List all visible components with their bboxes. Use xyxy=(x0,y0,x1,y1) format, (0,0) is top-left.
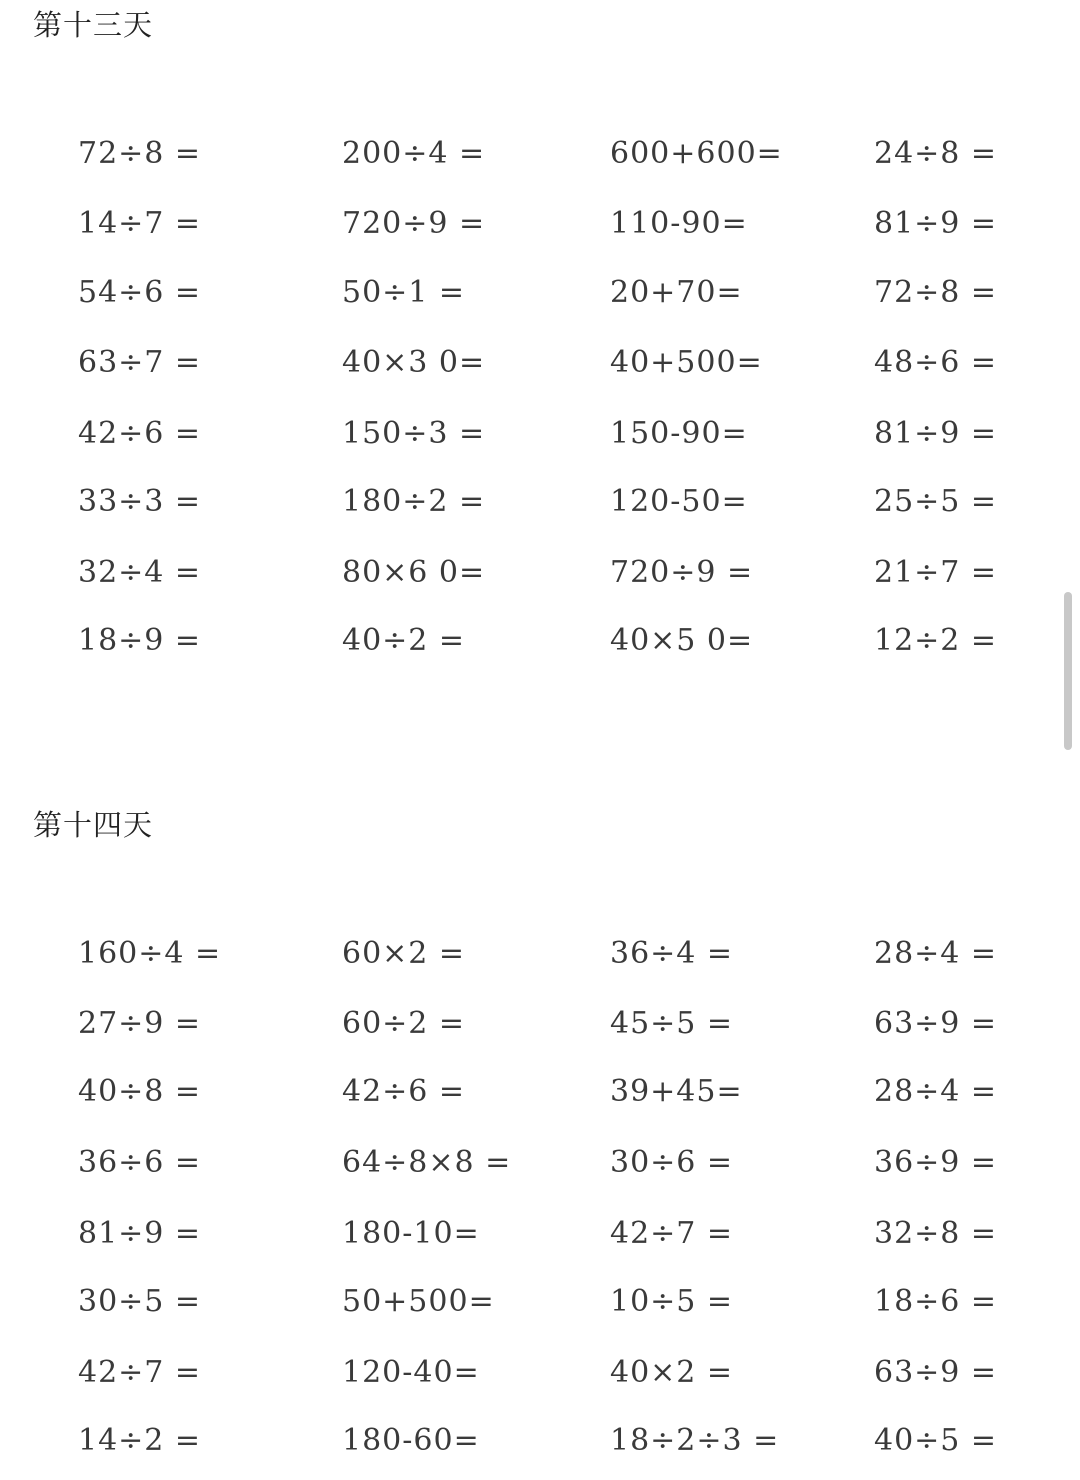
problem-item: 50+500= xyxy=(342,1284,495,1319)
problem-item: 120-50= xyxy=(610,484,748,519)
problem-item: 80×6 0= xyxy=(342,555,486,590)
problem-item: 12÷2 = xyxy=(874,623,998,658)
problem-item: 32÷4 = xyxy=(78,555,202,590)
problem-item: 20+70= xyxy=(610,275,743,310)
day-13-title: 第十三天 xyxy=(33,8,154,42)
problem-item: 600+600= xyxy=(610,136,783,171)
problem-item: 200÷4 = xyxy=(342,136,486,171)
problem-item: 39+45= xyxy=(610,1074,743,1109)
problem-item: 36÷6 = xyxy=(78,1145,202,1180)
problem-item: 14÷2 = xyxy=(78,1423,202,1458)
problem-item: 14÷7 = xyxy=(78,206,202,241)
problem-item: 42÷7 = xyxy=(78,1355,202,1390)
problem-item: 180-60= xyxy=(342,1423,480,1458)
problem-item: 25÷5 = xyxy=(874,484,998,519)
problem-item: 21÷7 = xyxy=(874,555,998,590)
problem-item: 72÷8 = xyxy=(874,275,998,310)
problem-item: 54÷6 = xyxy=(78,275,202,310)
problem-item: 42÷6 = xyxy=(78,416,202,451)
problem-item: 40+500= xyxy=(610,345,763,380)
problem-item: 40÷8 = xyxy=(78,1074,202,1109)
problem-item: 60÷2 = xyxy=(342,1006,466,1041)
problem-item: 30÷6 = xyxy=(610,1145,734,1180)
problem-item: 32÷8 = xyxy=(874,1216,998,1251)
problem-item: 18÷6 = xyxy=(874,1284,998,1319)
problem-item: 120-40= xyxy=(342,1355,480,1390)
problem-item: 40×3 0= xyxy=(342,345,486,380)
problem-item: 40÷5 = xyxy=(874,1423,998,1458)
problem-item: 42÷7 = xyxy=(610,1216,734,1251)
problem-item: 180÷2 = xyxy=(342,484,486,519)
problem-item: 45÷5 = xyxy=(610,1006,734,1041)
problem-item: 63÷9 = xyxy=(874,1355,998,1390)
problem-item: 150-90= xyxy=(610,416,748,451)
problem-item: 36÷4 = xyxy=(610,936,734,971)
problem-item: 30÷5 = xyxy=(78,1284,202,1319)
problem-item: 72÷8 = xyxy=(78,136,202,171)
problem-item: 60×2 = xyxy=(342,936,466,971)
problem-item: 24÷8 = xyxy=(874,136,998,171)
problem-item: 720÷9 = xyxy=(342,206,486,241)
problem-item: 110-90= xyxy=(610,206,748,241)
problem-item: 50÷1 = xyxy=(342,275,466,310)
problem-item: 160÷4 = xyxy=(78,936,222,971)
problem-item: 64÷8×8 = xyxy=(342,1145,512,1180)
problem-item: 18÷2÷3 = xyxy=(610,1423,780,1458)
problem-item: 42÷6 = xyxy=(342,1074,466,1109)
problem-item: 81÷9 = xyxy=(874,206,998,241)
problem-item: 18÷9 = xyxy=(78,623,202,658)
problem-item: 48÷6 = xyxy=(874,345,998,380)
problem-item: 40×2 = xyxy=(610,1355,734,1390)
scrollbar-thumb[interactable] xyxy=(1064,592,1072,750)
day-14-title: 第十四天 xyxy=(33,808,154,842)
problem-item: 36÷9 = xyxy=(874,1145,998,1180)
problem-item: 28÷4 = xyxy=(874,1074,998,1109)
problem-item: 28÷4 = xyxy=(874,936,998,971)
problem-item: 40×5 0= xyxy=(610,623,754,658)
problem-item: 40÷2 = xyxy=(342,623,466,658)
problem-item: 27÷9 = xyxy=(78,1006,202,1041)
problem-item: 10÷5 = xyxy=(610,1284,734,1319)
problem-item: 81÷9 = xyxy=(874,416,998,451)
problem-item: 63÷7 = xyxy=(78,345,202,380)
problem-item: 33÷3 = xyxy=(78,484,202,519)
problem-item: 63÷9 = xyxy=(874,1006,998,1041)
problem-item: 81÷9 = xyxy=(78,1216,202,1251)
problem-item: 720÷9 = xyxy=(610,555,754,590)
problem-item: 180-10= xyxy=(342,1216,480,1251)
problem-item: 150÷3 = xyxy=(342,416,486,451)
